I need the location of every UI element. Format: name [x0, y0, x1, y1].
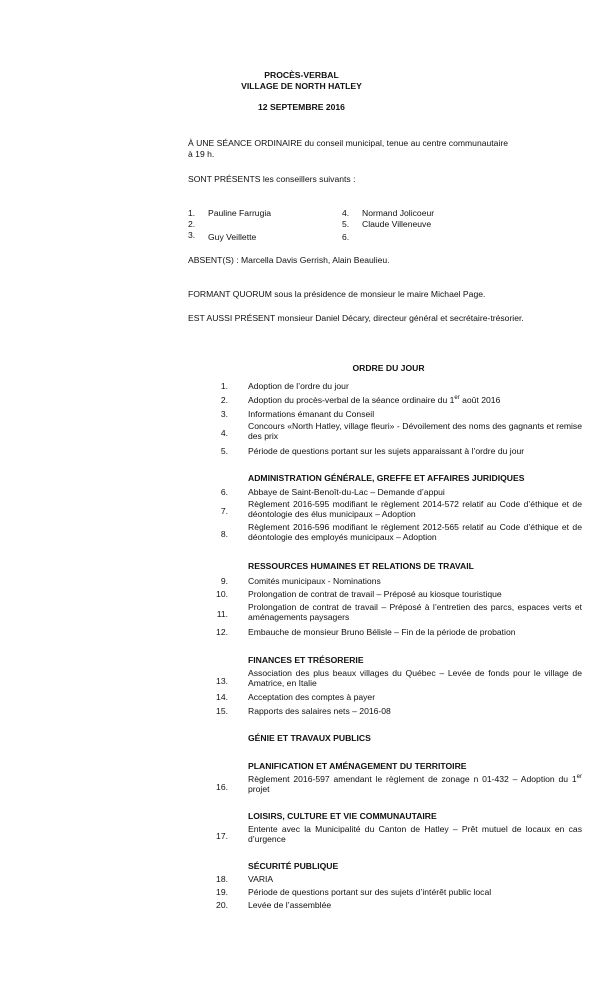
village-name: VILLAGE DE NORTH HATLEY	[241, 81, 362, 91]
section-heading-admin: ADMINISTRATION GÉNÉRALE, GREFFE ET AFFAIRES JURIDIQUES	[248, 473, 525, 483]
meeting-date: 12 SEPTEMBRE 2016	[258, 102, 345, 112]
agenda-num: 3.	[220, 409, 228, 419]
agenda-num: 2.	[220, 395, 228, 405]
councillor-num: 6.	[342, 232, 350, 242]
agenda-item: Adoption du procès-verbal de la séance ordinaire du 1er août 2016	[248, 395, 501, 405]
agenda-num: 12.	[216, 627, 228, 637]
councillor-num: 5.	[342, 219, 350, 229]
section-heading-finances: FINANCES ET TRÉSORERIE	[248, 655, 364, 665]
agenda-num: 19.	[216, 887, 228, 897]
agenda-item: Informations émanant du Conseil	[248, 409, 375, 419]
absent-line: ABSENT(S) : Marcella Davis Gerrish, Alain Beaulieu.	[188, 255, 390, 265]
agenda-num: 16.	[216, 782, 228, 792]
also-present-paragraph: EST AUSSI PRÉSENT monsieur Daniel Décary, directeur général et secrétaire-trésorier.	[188, 313, 524, 323]
agenda-item: Concours «North Hatley, village fleuri» - Dévoilement des noms des gagnants et remise des prix	[248, 421, 582, 442]
agenda-num: 9.	[220, 576, 228, 586]
agenda-num: 17.	[216, 831, 228, 841]
agenda-item: Adoption de l’ordre du jour	[248, 381, 349, 391]
agenda-num: 13.	[216, 676, 228, 686]
agenda-num: 7.	[220, 506, 228, 516]
section-heading-securite: SÉCURITÉ PUBLIQUE	[248, 861, 339, 871]
presents-line: SONT PRÉSENTS les conseillers suivants :	[188, 174, 356, 184]
seance-line-2: à 19 h.	[188, 149, 215, 159]
agenda-num: 5.	[220, 446, 228, 456]
agenda-item: Période de questions portant sur des sujets d’intérêt public local	[248, 887, 492, 897]
agenda-num: 6.	[220, 487, 228, 497]
agenda-item: Rapports des salaires nets – 2016-08	[248, 706, 391, 716]
section-heading-rh: RESSOURCES HUMAINES ET RELATIONS DE TRAVAIL	[248, 561, 474, 571]
agenda-num: 18.	[216, 874, 228, 884]
agenda-item: Acceptation des comptes à payer	[248, 692, 376, 702]
councillor-num: 1.	[188, 208, 196, 218]
agenda-item: Abbaye de Saint-Benoît-du-Lac – Demande d’appui	[248, 487, 445, 497]
councillor-name: Normand Jolicoeur	[362, 208, 435, 218]
agenda-num: 14.	[216, 692, 228, 702]
agenda-item: VARIA	[248, 874, 274, 884]
agenda-item: Levée de l’assemblée	[248, 900, 332, 910]
agenda-item: Embauche de monsieur Bruno Bélisle – Fin de la période de probation	[248, 627, 516, 637]
seance-line-1: À UNE SÉANCE ORDINAIRE du conseil municipal, tenue au centre communautaire	[188, 138, 509, 148]
agenda-num: 15.	[216, 706, 228, 716]
agenda-item: Comités municipaux - Nominations	[248, 576, 381, 586]
councillor-num: 3.	[188, 230, 196, 240]
councillor-name: Guy Veillette	[208, 232, 257, 242]
councillor-num: 4.	[342, 208, 350, 218]
agenda-num: 20.	[216, 900, 228, 910]
agenda-num: 8.	[220, 529, 228, 539]
agenda-num: 11.	[216, 609, 228, 619]
agenda-item: Période de questions portant sur les sujets apparaissant à l’ordre du jour	[248, 446, 525, 456]
agenda-num: 10.	[216, 589, 228, 599]
councillor-num: 2.	[188, 219, 196, 229]
agenda-item: Prolongation de contrat de travail – Préposé à l’entretien des parcs, espaces verts et aménagements paysagers	[248, 602, 582, 623]
quorum-line: FORMANT QUORUM sous la présidence de monsieur le maire Michael Page.	[188, 289, 486, 299]
agenda-item: Règlement 2016-596 modifiant le règlement 2012-565 relatif au Code d’éthique et de déontologie des employés municipaux – Adoption	[248, 522, 582, 543]
agenda-item: Entente avec la Municipalité du Canton de Hatley – Prêt mutuel de locaux en cas d’urgence	[248, 824, 582, 845]
councillor-name: Pauline Farrugia	[208, 208, 272, 218]
section-heading-loisirs: LOISIRS, CULTURE ET VIE COMMUNAUTAIRE	[248, 811, 437, 821]
document-title: PROCÈS-VERBAL	[264, 70, 339, 80]
agenda-title: ORDRE DU JOUR	[352, 363, 425, 373]
agenda-num: 1.	[220, 381, 228, 391]
section-heading-planif: PLANIFICATION ET AMÉNAGEMENT DU TERRITOIRE	[248, 761, 467, 771]
section-heading-genie: GÉNIE ET TRAVAUX PUBLICS	[248, 733, 371, 743]
agenda-item: Règlement 2016-597 amendant le règlement de zonage n 01-432 – Adoption du 1er projet	[248, 774, 582, 795]
agenda-item: Règlement 2016-595 modifiant le règlement 2014-572 relatif au Code d’éthique et de déontologie des élus municipaux – Adoption	[248, 499, 582, 520]
councillor-name: Claude Villeneuve	[362, 219, 432, 229]
agenda-item: Association des plus beaux villages du Québec – Levée de fonds pour le village de Amatrice, en Italie	[248, 668, 582, 689]
agenda-item: Prolongation de contrat de travail – Préposé au kiosque touristique	[248, 589, 502, 599]
agenda-num: 4.	[220, 428, 228, 438]
